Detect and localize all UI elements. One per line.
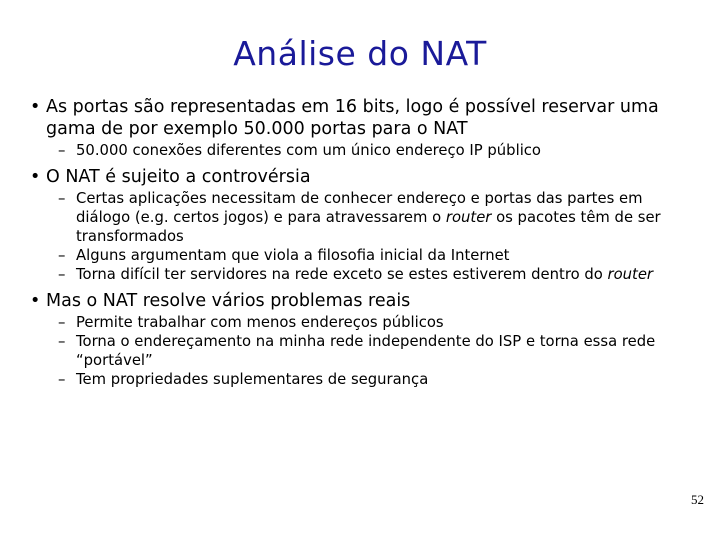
dash-marker: – [58,333,66,350]
bullet-marker: • [30,291,41,311]
sub-bullet-text: Permite trabalhar com menos endereços públicos [76,314,444,331]
dash-marker: – [58,247,66,264]
sub-bullet-item [30,246,700,265]
bullet-marker: • [30,97,41,117]
sub-bullet-item [30,265,700,284]
emphasized-term: router [607,266,654,283]
slide-title: Análise do NAT [233,34,487,73]
dash-marker: – [58,371,66,388]
bullet-marker: • [30,167,41,187]
sub-bullet-text: Tem propriedades suplementares de segurança [76,371,429,388]
sub-bullet-item [30,313,700,332]
sub-bullet-text: Certas aplicações necessitam de conhecer endereço e portas das partes em diálogo (e.g. certos jogos) e para atravessarem o [76,190,643,226]
sub-bullet-text: 50.000 conexões diferentes com um único endereço IP público [76,142,541,159]
bullet-group [30,290,700,389]
sub-bullet-text: os pacotes têm de ser transformados [76,209,661,245]
bullet-text: O NAT é sujeito a controvérsia [46,167,311,187]
sub-bullet-item [30,189,700,246]
sub-bullet-text: Torna o endereçamento na minha rede independente do ISP e torna essa rede “portável” [76,333,656,369]
bullet-text: As portas são representadas em 16 bits, logo é possível reservar uma gama de por exemplo 50.000 portas para o NAT [46,97,659,139]
sub-bullet-list [30,189,700,284]
bullet-group [30,96,700,160]
bullet-item [30,166,700,188]
sub-bullet-item [30,141,700,160]
page-number: 52 [691,492,704,507]
bullet-item [30,96,700,140]
sub-bullet-list [30,313,700,389]
dash-marker: – [58,314,66,331]
sub-bullet-item [30,332,700,370]
sub-bullet-list [30,141,700,160]
dash-marker: – [58,190,66,207]
slide-body [30,96,700,389]
bullet-text: Mas o NAT resolve vários problemas reais [46,291,411,311]
dash-marker: – [58,142,66,159]
bullet-item [30,290,700,312]
emphasized-term: router [445,209,492,226]
bullet-group [30,166,700,284]
sub-bullet-item [30,370,700,389]
sub-bullet-text: Torna difícil ter servidores na rede exceto se estes estiverem dentro do [76,266,608,283]
sub-bullet-text: Alguns argumentam que viola a filosofia inicial da Internet [76,247,510,264]
dash-marker: – [58,266,66,283]
